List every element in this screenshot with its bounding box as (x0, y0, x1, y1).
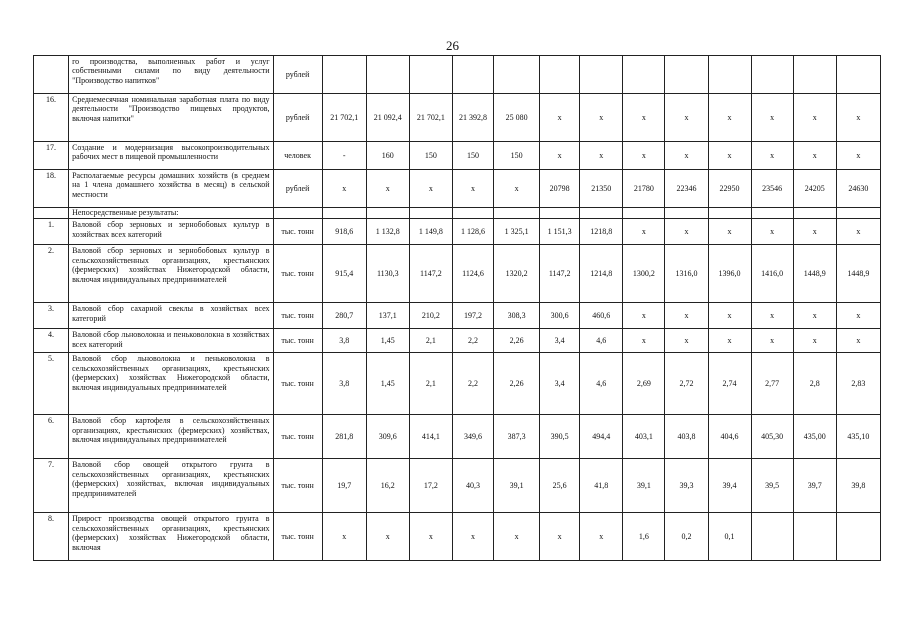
value-cell: x (580, 94, 623, 142)
value-cell: x (836, 94, 880, 142)
value-cell: 1124,6 (452, 245, 493, 303)
value-cell: 2,83 (836, 353, 880, 415)
indicators-table (33, 55, 881, 561)
row-number (34, 208, 69, 219)
value-cell: x (623, 142, 665, 170)
value-cell: x (836, 219, 880, 245)
unit-cell: рублей (273, 94, 322, 142)
value-cell: 25 080 (494, 94, 540, 142)
value-cell: 403,1 (623, 415, 665, 459)
value-cell: 39,5 (751, 459, 793, 513)
value-cell: 150 (452, 142, 493, 170)
value-cell: 2,69 (623, 353, 665, 415)
indicator-name: Валовой сбор льноволокна и пеньковолокна в хозяйствах всех категорий (69, 329, 273, 353)
value-cell: x (322, 513, 366, 561)
value-cell: x (751, 329, 793, 353)
value-cell (665, 208, 708, 219)
unit-cell: тыс. тонн (273, 245, 322, 303)
unit-cell (273, 208, 322, 219)
value-cell: 22950 (708, 170, 751, 208)
value-cell: 24630 (836, 170, 880, 208)
value-cell: 404,6 (708, 415, 751, 459)
value-cell: 24205 (793, 170, 836, 208)
value-cell: 2,77 (751, 353, 793, 415)
row-number: 3. (34, 303, 69, 329)
value-cell: 1 128,6 (452, 219, 493, 245)
value-cell (708, 208, 751, 219)
value-cell (366, 208, 409, 219)
value-cell: 1130,3 (366, 245, 409, 303)
value-cell: 16,2 (366, 459, 409, 513)
indicator-name: Валовой сбор зерновых и зернобобовых культур в сельскохозяйственных организациях, крестьянских (фермерских) хозяйствах Нижегородской области, включая индивидуальных предпринимателей (69, 245, 273, 303)
value-cell: 405,30 (751, 415, 793, 459)
value-cell: 210,2 (409, 303, 452, 329)
row-number: 7. (34, 459, 69, 513)
value-cell: 1316,0 (665, 245, 708, 303)
value-cell: 435,10 (836, 415, 880, 459)
value-cell: 17,2 (409, 459, 452, 513)
row-number: 6. (34, 415, 69, 459)
value-cell: 19,7 (322, 459, 366, 513)
value-cell: 41,8 (580, 459, 623, 513)
value-cell: 39,3 (665, 459, 708, 513)
table-row (34, 513, 881, 561)
value-cell: 3,4 (540, 329, 580, 353)
indicator-name: Валовой сбор зерновых и зернобобовых культур в хозяйствах всех категорий (69, 219, 273, 245)
value-cell: 0,1 (708, 513, 751, 561)
value-cell: x (751, 303, 793, 329)
value-cell: x (708, 142, 751, 170)
indicator-name: Среднемесячная номинальная заработная плата по виду деятельности "Производство пищевых продуктов, включая напитки" (69, 94, 273, 142)
value-cell: x (623, 303, 665, 329)
value-cell: x (793, 303, 836, 329)
indicator-name: Валовой сбор овощей открытого грунта в сельскохозяйственных организациях, крестьянских (фермерских) хозяйствах, включая индивидуальных предпринимателей (69, 459, 273, 513)
value-cell: 3,4 (540, 353, 580, 415)
value-cell: x (409, 170, 452, 208)
value-cell: 2,8 (793, 353, 836, 415)
value-cell: 137,1 (366, 303, 409, 329)
unit-cell: рублей (273, 170, 322, 208)
value-cell: 1,6 (623, 513, 665, 561)
value-cell: 1,45 (366, 353, 409, 415)
value-cell: 460,6 (580, 303, 623, 329)
value-cell (494, 56, 540, 94)
value-cell: 1320,2 (494, 245, 540, 303)
value-cell (452, 56, 493, 94)
value-cell: x (623, 94, 665, 142)
value-cell: 3,8 (322, 353, 366, 415)
value-cell: x (751, 94, 793, 142)
table-row (34, 353, 881, 415)
value-cell: x (580, 513, 623, 561)
table-row (34, 459, 881, 513)
unit-cell: тыс. тонн (273, 513, 322, 561)
row-number: 1. (34, 219, 69, 245)
value-cell: 1147,2 (540, 245, 580, 303)
indicator-name: Валовой сбор картофеля в сельскохозяйственных организациях, крестьянских (фермерских) хозяйствах, включая индивидуальных предпринимателей (69, 415, 273, 459)
value-cell: 414,1 (409, 415, 452, 459)
value-cell: 1448,9 (793, 245, 836, 303)
value-cell: 23546 (751, 170, 793, 208)
value-cell (366, 56, 409, 94)
value-cell: x (452, 170, 493, 208)
value-cell: x (751, 219, 793, 245)
value-cell: x (623, 219, 665, 245)
value-cell: 1 325,1 (494, 219, 540, 245)
value-cell: x (665, 329, 708, 353)
value-cell: 150 (494, 142, 540, 170)
value-cell: x (708, 94, 751, 142)
value-cell (708, 56, 751, 94)
value-cell: x (580, 142, 623, 170)
value-cell: 2,72 (665, 353, 708, 415)
table-row (34, 219, 881, 245)
value-cell: x (540, 513, 580, 561)
value-cell: 280,7 (322, 303, 366, 329)
value-cell: 1,45 (366, 329, 409, 353)
row-number (34, 56, 69, 94)
value-cell (623, 208, 665, 219)
value-cell: 1147,2 (409, 245, 452, 303)
value-cell: x (836, 142, 880, 170)
value-cell: x (665, 142, 708, 170)
value-cell: 435,00 (793, 415, 836, 459)
indicator-name: Валовой сбор льноволокна и пеньковолокна в сельскохозяйственных организациях, крестьянских (фермерских) хозяйствах Нижегородской области, включая индивидуальных предпринимателей (69, 353, 273, 415)
indicator-name: го производства, выполненных работ и услуг собственными силами по виду деятельности "Производство напитков" (69, 56, 273, 94)
value-cell: 1396,0 (708, 245, 751, 303)
value-cell: x (665, 219, 708, 245)
value-cell (751, 208, 793, 219)
value-cell: x (366, 513, 409, 561)
value-cell: 1 132,8 (366, 219, 409, 245)
value-cell (540, 208, 580, 219)
value-cell: 0,2 (665, 513, 708, 561)
value-cell: 21 702,1 (322, 94, 366, 142)
value-cell (793, 208, 836, 219)
unit-cell: тыс. тонн (273, 303, 322, 329)
value-cell: 39,8 (836, 459, 880, 513)
table-row (34, 170, 881, 208)
value-cell: 1214,8 (580, 245, 623, 303)
row-number: 2. (34, 245, 69, 303)
unit-cell: тыс. тонн (273, 329, 322, 353)
indicator-name: Создание и модернизация высокопроизводительных рабочих мест в пищевой промышленности (69, 142, 273, 170)
value-cell (836, 208, 880, 219)
value-cell: 300,6 (540, 303, 580, 329)
unit-cell: тыс. тонн (273, 219, 322, 245)
value-cell: 281,8 (322, 415, 366, 459)
value-cell: 494,4 (580, 415, 623, 459)
value-cell (452, 208, 493, 219)
value-cell: 39,4 (708, 459, 751, 513)
row-number: 8. (34, 513, 69, 561)
value-cell: x (452, 513, 493, 561)
unit-cell: тыс. тонн (273, 415, 322, 459)
row-number: 4. (34, 329, 69, 353)
row-number: 5. (34, 353, 69, 415)
value-cell: 349,6 (452, 415, 493, 459)
value-cell: 150 (409, 142, 452, 170)
value-cell (793, 513, 836, 561)
value-cell: x (665, 94, 708, 142)
value-cell (409, 56, 452, 94)
value-cell: 4,6 (580, 353, 623, 415)
value-cell: x (708, 303, 751, 329)
value-cell: 1416,0 (751, 245, 793, 303)
value-cell (751, 513, 793, 561)
table-row (34, 329, 881, 353)
value-cell: x (836, 329, 880, 353)
row-number: 16. (34, 94, 69, 142)
value-cell: 1 149,8 (409, 219, 452, 245)
value-cell: x (793, 219, 836, 245)
value-cell: 21780 (623, 170, 665, 208)
table-row (34, 56, 881, 94)
value-cell (540, 56, 580, 94)
unit-cell: тыс. тонн (273, 459, 322, 513)
value-cell: x (793, 329, 836, 353)
indicator-name: Непосредственные результаты: (69, 208, 273, 219)
value-cell: 40,3 (452, 459, 493, 513)
value-cell: 915,4 (322, 245, 366, 303)
value-cell (322, 56, 366, 94)
value-cell (836, 56, 880, 94)
value-cell: 2,2 (452, 353, 493, 415)
value-cell: 39,1 (494, 459, 540, 513)
value-cell: 25,6 (540, 459, 580, 513)
table-row (34, 415, 881, 459)
value-cell: 1 151,3 (540, 219, 580, 245)
value-cell: x (623, 329, 665, 353)
value-cell: 197,2 (452, 303, 493, 329)
value-cell: x (751, 142, 793, 170)
unit-cell: тыс. тонн (273, 353, 322, 415)
value-cell: 390,5 (540, 415, 580, 459)
value-cell (580, 208, 623, 219)
value-cell (751, 56, 793, 94)
value-cell (494, 208, 540, 219)
value-cell: 3,8 (322, 329, 366, 353)
value-cell: 1448,9 (836, 245, 880, 303)
unit-cell: рублей (273, 56, 322, 94)
value-cell: x (494, 170, 540, 208)
value-cell (322, 208, 366, 219)
value-cell: 387,3 (494, 415, 540, 459)
value-cell: x (708, 329, 751, 353)
indicator-name: Прирост производства овощей открытого грунта в сельскохозяйственных организациях, крестьянских (фермерских) хозяйствах Нижегородской области, включая (69, 513, 273, 561)
value-cell: x (322, 170, 366, 208)
value-cell: 2,1 (409, 353, 452, 415)
value-cell: 1218,8 (580, 219, 623, 245)
value-cell: 2,74 (708, 353, 751, 415)
value-cell: 2,1 (409, 329, 452, 353)
unit-cell: человек (273, 142, 322, 170)
value-cell: 2,26 (494, 353, 540, 415)
value-cell: x (409, 513, 452, 561)
value-cell: 160 (366, 142, 409, 170)
value-cell: x (708, 219, 751, 245)
table-row (34, 208, 881, 219)
table-row (34, 142, 881, 170)
value-cell: x (793, 142, 836, 170)
value-cell: x (665, 303, 708, 329)
row-number: 18. (34, 170, 69, 208)
row-number: 17. (34, 142, 69, 170)
value-cell: 403,8 (665, 415, 708, 459)
value-cell: 21 092,4 (366, 94, 409, 142)
table-row (34, 245, 881, 303)
value-cell: 21350 (580, 170, 623, 208)
value-cell: 21 702,1 (409, 94, 452, 142)
indicator-name: Располагаемые ресурсы домашних хозяйств (в среднем на 1 члена домашнего хозяйства в месяц) в сельской местности (69, 170, 273, 208)
value-cell (409, 208, 452, 219)
value-cell: 309,6 (366, 415, 409, 459)
value-cell: 2,26 (494, 329, 540, 353)
value-cell (580, 56, 623, 94)
value-cell: 2,2 (452, 329, 493, 353)
value-cell: x (540, 94, 580, 142)
indicator-name: Валовой сбор сахарной свеклы в хозяйствах всех категорий (69, 303, 273, 329)
page-number: 26 (446, 38, 459, 53)
value-cell: - (322, 142, 366, 170)
value-cell: x (540, 142, 580, 170)
value-cell: 22346 (665, 170, 708, 208)
value-cell: 39,1 (623, 459, 665, 513)
value-cell: 39,7 (793, 459, 836, 513)
value-cell: 20798 (540, 170, 580, 208)
table-row (34, 303, 881, 329)
value-cell: x (793, 94, 836, 142)
value-cell: 308,3 (494, 303, 540, 329)
value-cell (665, 56, 708, 94)
value-cell: 918,6 (322, 219, 366, 245)
value-cell (836, 513, 880, 561)
value-cell (793, 56, 836, 94)
value-cell (623, 56, 665, 94)
value-cell: x (836, 303, 880, 329)
value-cell: x (494, 513, 540, 561)
value-cell: 21 392,8 (452, 94, 493, 142)
value-cell: 4,6 (580, 329, 623, 353)
value-cell: 1300,2 (623, 245, 665, 303)
value-cell: x (366, 170, 409, 208)
table-row (34, 94, 881, 142)
